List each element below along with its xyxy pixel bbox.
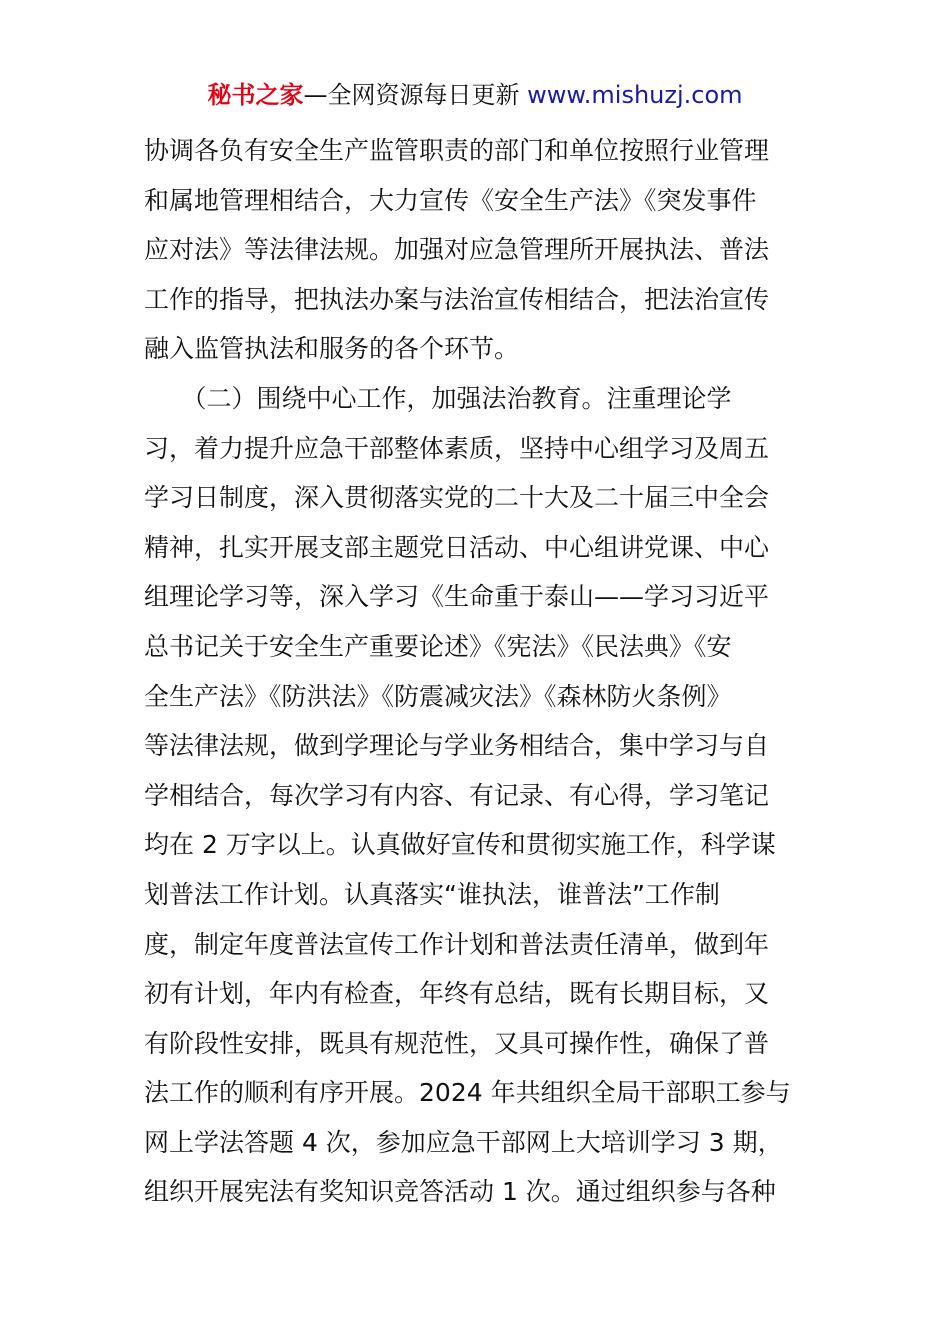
text-line: 划普法工作计划。认真落实“谁执法，谁普法”工作制 — [144, 879, 720, 909]
text-line: 组理论学习等，深入学习《生命重于泰山——学习习近平 — [144, 582, 770, 612]
text-line: 等法律法规，做到学理论与学业务相结合，集中学习与自 — [144, 731, 770, 761]
text-line: 初有计划，年内有检查，年终有总结，既有长期目标，又 — [144, 979, 770, 1009]
text-line: 应对法》等法律法规。加强对应急管理所开展执法、普法 — [144, 235, 770, 265]
page-header — [0, 78, 950, 112]
text-line: 组织开展宪法有奖知识竞答活动 1 次。通过组织参与各种 — [144, 1177, 776, 1207]
text-line: 和属地管理相结合，大力宣传《安全生产法》《突发事件 — [144, 185, 757, 215]
text-line: 融入监管执法和服务的各个环节。 — [144, 334, 520, 364]
text-line: 度，制定年度普法宣传工作计划和普法责任清单，做到年 — [144, 929, 770, 959]
text-line: 精神，扎实开展支部主题党日活动、中心组讲党课、中心 — [144, 532, 770, 562]
text-line: 习，着力提升应急干部整体素质，坚持中心组学习及周五 — [144, 433, 770, 463]
text-line: 学习日制度，深入贯彻落实党的二十大及二十届三中全会 — [144, 483, 770, 513]
site-brand: 秘书之家 — [207, 81, 304, 109]
text-line: 网上学法答题 4 次，参加应急干部网上大培训学习 3 期， — [144, 1127, 783, 1157]
text-line: 全生产法》《防洪法》《防震减灾法》《森林防火条例》 — [144, 681, 732, 711]
document-body — [144, 126, 814, 1217]
text-line: 学相结合，每次学习有内容、有记录、有心得，学习笔记 — [144, 780, 770, 810]
text-line: 协调各负有安全生产监管职责的部门和单位按照行业管理 — [144, 136, 770, 165]
text-line: 工作的指导，把执法办案与法治宣传相结合，把法治宣传 — [144, 284, 770, 314]
section-heading-line: （二）围绕中心工作，加强法治教育。注重理论学 — [144, 383, 732, 413]
site-tagline: —全网资源每日更新 — [303, 81, 528, 109]
text-line: 法工作的顺利有序开展。2024 年共组织全局干部职工参与 — [144, 1078, 791, 1108]
text-line: 有阶段性安排，既具有规范性，又具可操作性，确保了普 — [144, 1028, 770, 1058]
text-line: 总书记关于安全生产重要论述》《宪法》《民法典》《安 — [144, 631, 732, 661]
text-line: 均在 2 万字以上。认真做好宣传和贯彻实施工作，科学谋 — [144, 830, 776, 860]
site-url[interactable]: www.mishuzj.com — [527, 81, 743, 109]
